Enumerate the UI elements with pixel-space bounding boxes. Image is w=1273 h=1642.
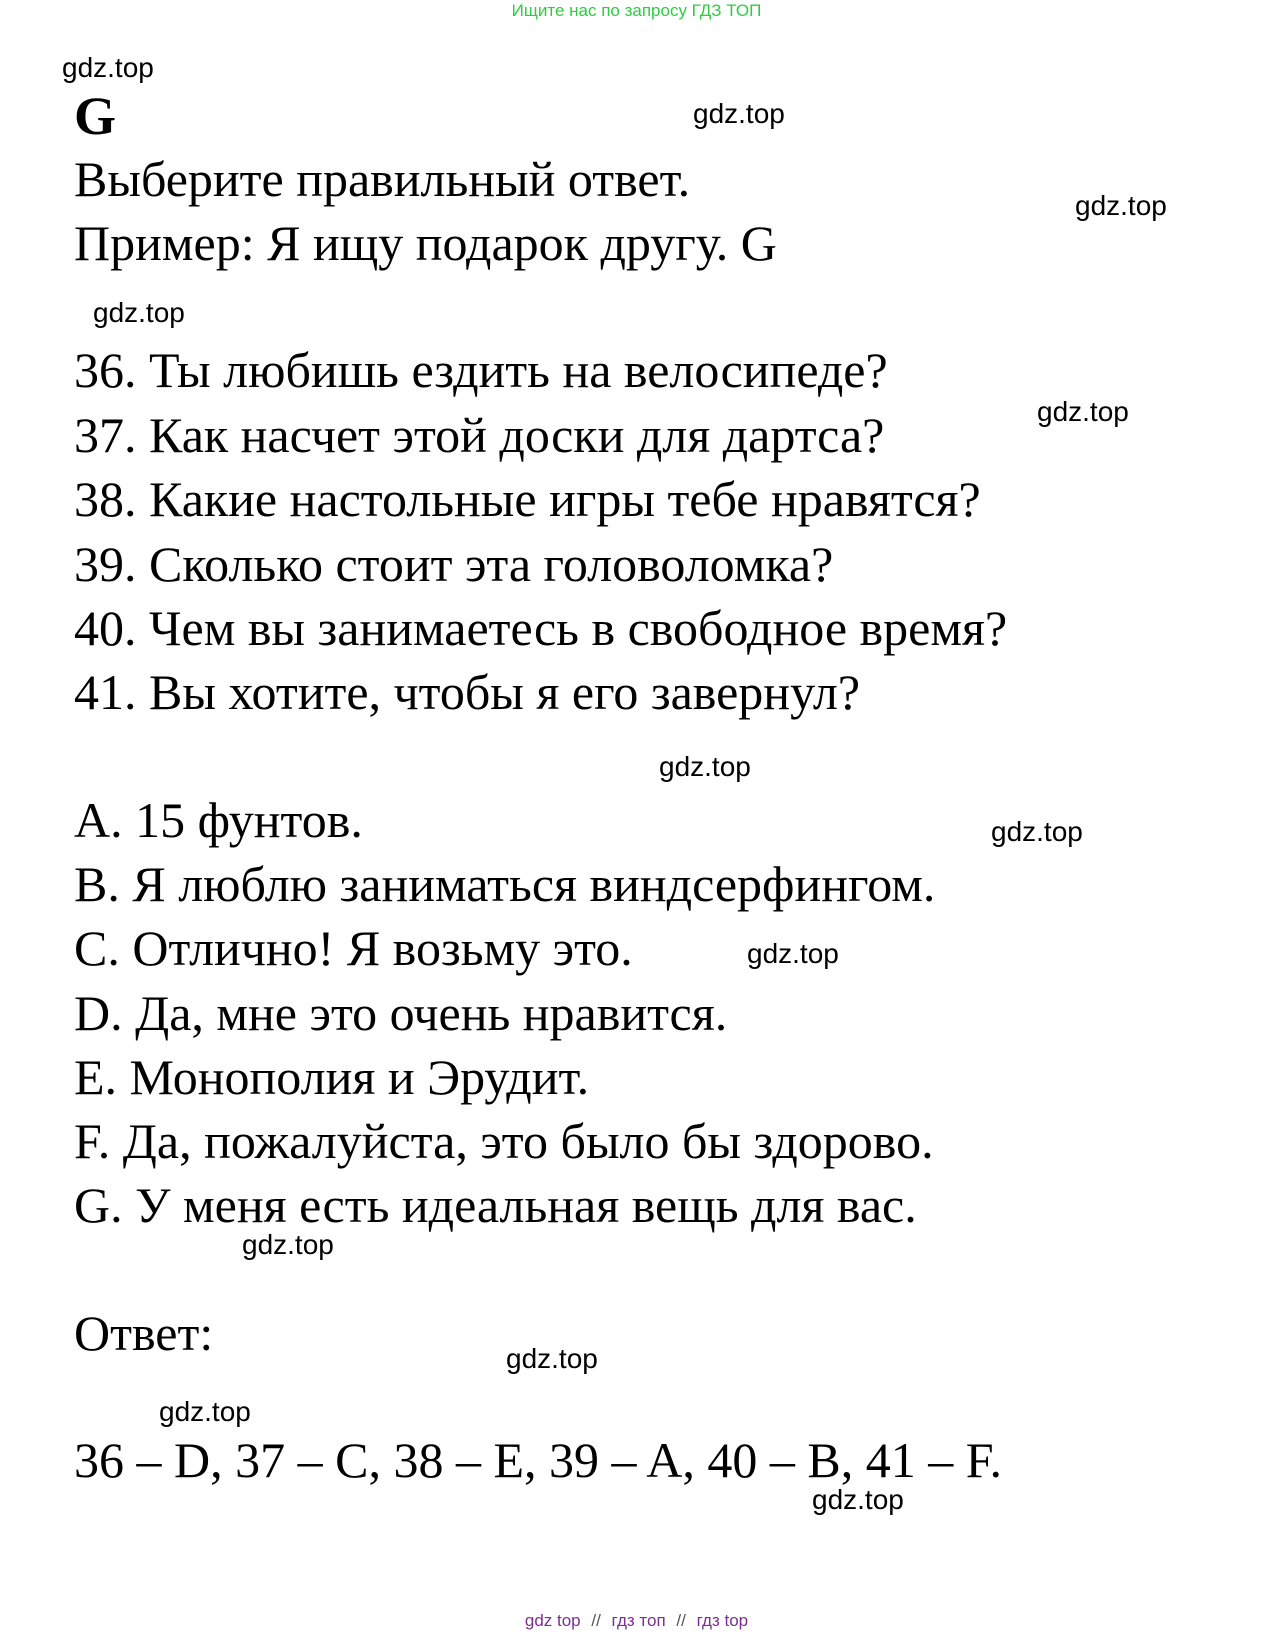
watermark: gdz.top (1075, 190, 1167, 221)
answer-label: Ответ: (74, 1305, 214, 1361)
question-item: 37. Как насчет этой доски для дартса? (74, 407, 885, 463)
option-item: D. Да, мне это очень нравится. (74, 985, 728, 1041)
option-item: G. У меня есть идеальная вещь для вас. (74, 1177, 917, 1233)
footer-separator: // (676, 1611, 686, 1630)
footer (0, 1610, 1273, 1632)
example: Пример: Я ищу подарок другу. G (74, 215, 777, 271)
watermark: gdz.top (693, 98, 785, 129)
question-item: 41. Вы хотите, чтобы я его завернул? (74, 664, 861, 720)
watermark: gdz.top (242, 1229, 334, 1260)
watermark: gdz.top (1037, 396, 1129, 427)
question-item: 36. Ты любишь ездить на велосипеде? (74, 342, 888, 398)
option-item: F. Да, пожалуйста, это было бы здорово. (74, 1113, 934, 1169)
watermark: gdz.top (159, 1396, 251, 1427)
option-item: B. Я люблю заниматься виндсерфингом. (74, 856, 936, 912)
watermark: gdz.top (812, 1484, 904, 1515)
instruction: Выберите правильный ответ. (74, 151, 691, 207)
option-item: A. 15 фунтов. (74, 792, 363, 848)
watermark: gdz.top (659, 751, 751, 782)
option-item: C. Отлично! Я возьму это. (74, 920, 633, 976)
exercise-letter: G (74, 86, 117, 146)
question-item: 38. Какие настольные игры тебе нравятся? (74, 471, 981, 527)
top-banner: Ищите нас по запросу ГДЗ ТОП (511, 1, 762, 20)
question-item: 40. Чем вы занимаетесь в свободное время? (74, 600, 1008, 656)
watermark: gdz.top (991, 816, 1083, 847)
footer-separator: // (591, 1611, 601, 1630)
question-item: 39. Сколько стоит эта головоломка? (74, 536, 834, 592)
watermark: gdz.top (93, 297, 185, 328)
footer-link[interactable]: гдз top (696, 1611, 749, 1630)
watermark: gdz.top (506, 1343, 598, 1374)
answer-text: 36 – D, 37 – C, 38 – E, 39 – A, 40 – B, 41 – F. (74, 1432, 1003, 1488)
footer-link[interactable]: gdz top (524, 1611, 581, 1630)
footer-link[interactable]: гдз топ (611, 1611, 666, 1630)
watermark: gdz.top (747, 938, 839, 969)
watermark: gdz.top (62, 52, 154, 83)
option-item: E. Монополия и Эрудит. (74, 1049, 590, 1105)
